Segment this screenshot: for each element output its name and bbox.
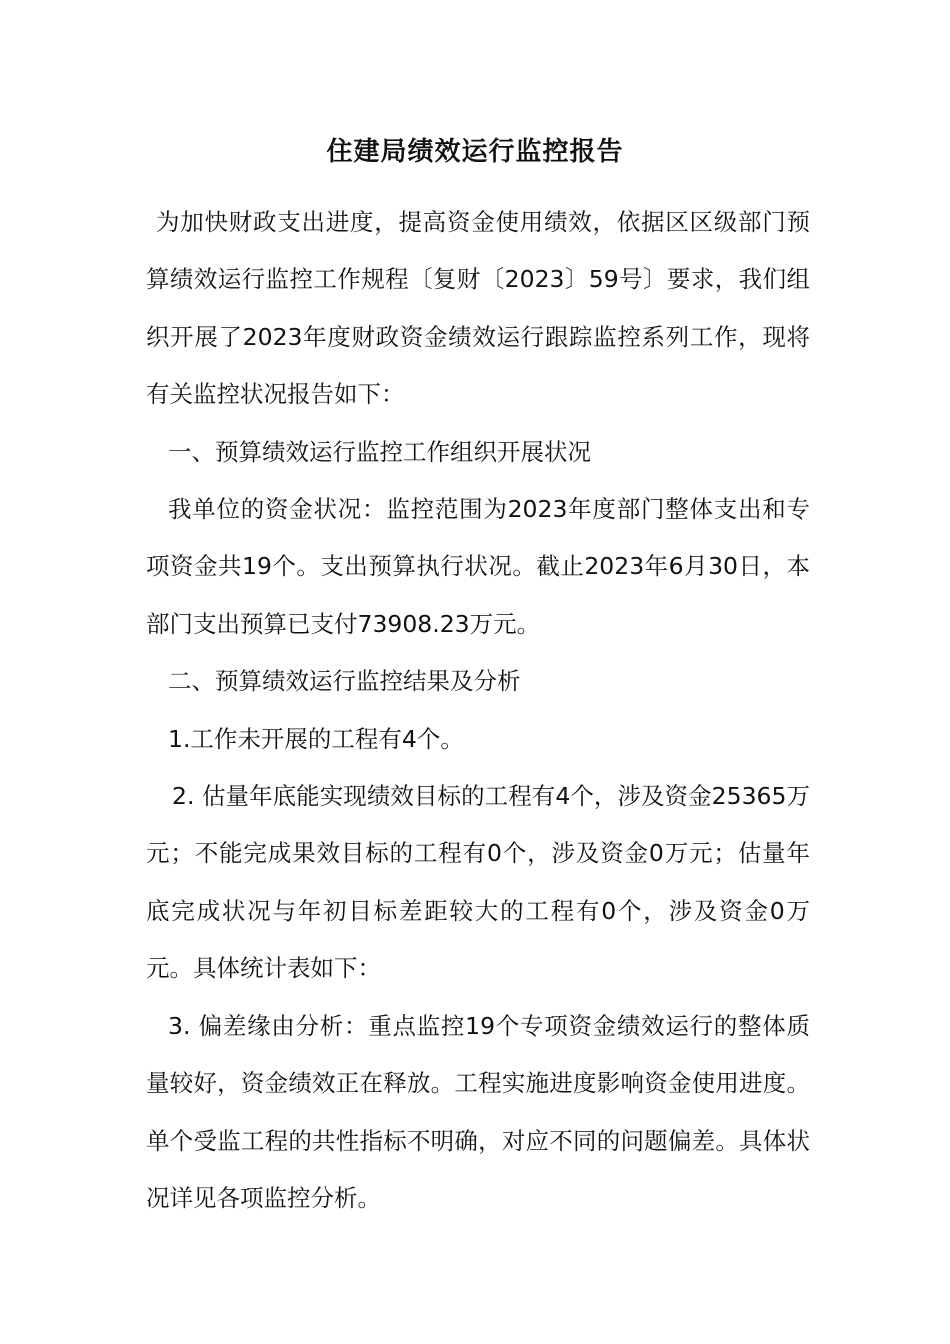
section-heading-2: 二、预算绩效运行监控结果及分析 xyxy=(168,667,521,696)
document-title: 住建局绩效运行监控报告 xyxy=(326,137,624,167)
result-item-3: 3. 偏差缘由分析：重点监控19个专项资金绩效运行的整体质量较好，资金绩效正在释放。工程实施进度影响资金使用进度。单个受监工程的共性指标不明确，对应不同的问题偏差。具体状况详见各项监控分析。 xyxy=(146,1011,810,1212)
funding-status-paragraph: 我单位的资金状况：监控范围为2023年度部门整体支出和专项资金共19个。支出预算执行状况。截止2023年6月30日，本部门支出预算已支付73908.23万元。 xyxy=(146,495,810,638)
result-item-2: 2. 估量年底能实现绩效目标的工程有4个，涉及资金25365万元；不能完成果效目标的工程有0个，涉及资金0万元；估量年底完成状况与年初目标差距较大的工程有0个，涉及资金0万元。具体统计表如下： xyxy=(146,782,810,983)
result-item-1: 1.工作未开展的工程有4个。 xyxy=(168,724,464,753)
document-body xyxy=(146,194,810,1227)
intro-paragraph: 为加快财政支出进度，提高资金使用绩效，依据区区级部门预算绩效运行监控工作规程〔复财〔2023〕59号〕要求，我们组织开展了2023年度财政资金绩效运行跟踪监控系列工作，现将有关监控状况报告如下： xyxy=(146,208,810,409)
section-heading-1: 一、预算绩效运行监控工作组织开展状况 xyxy=(168,437,591,466)
